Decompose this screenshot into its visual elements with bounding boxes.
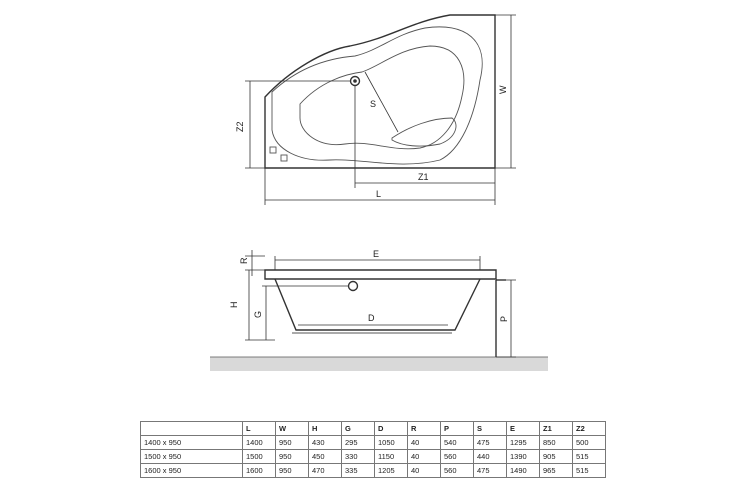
control-square-1 (270, 147, 276, 153)
model-cell: 1600 x 950 (141, 464, 243, 478)
header-cell: W (276, 422, 309, 436)
bath-outer-outline (265, 15, 495, 168)
value-cell: 1295 (507, 436, 540, 450)
value-cell: 470 (309, 464, 342, 478)
side-view (210, 249, 548, 371)
header-cell: H (309, 422, 342, 436)
value-cell: 295 (342, 436, 375, 450)
z1-label: Z1 (418, 172, 429, 182)
drain-inner (353, 79, 357, 83)
value-cell: 540 (441, 436, 474, 450)
header-cell: L (243, 422, 276, 436)
value-cell: 330 (342, 450, 375, 464)
bath-rim-profile (265, 270, 496, 279)
header-cell: E (507, 422, 540, 436)
bath-body-profile (275, 279, 480, 330)
value-cell: 335 (342, 464, 375, 478)
value-cell: 515 (573, 450, 606, 464)
value-cell: 500 (573, 436, 606, 450)
s-label: S (370, 99, 377, 109)
g-label: G (253, 310, 263, 318)
dimension-table (140, 421, 606, 478)
h-label: H (229, 301, 239, 308)
z2-label: Z2 (235, 121, 245, 132)
value-cell: 1150 (375, 450, 408, 464)
header-cell: Z2 (573, 422, 606, 436)
header-cell: D (375, 422, 408, 436)
top-view (235, 15, 516, 205)
header-cell: G (342, 422, 375, 436)
value-cell: 440 (474, 450, 507, 464)
value-cell: 1500 (243, 450, 276, 464)
value-cell: 950 (276, 436, 309, 450)
header-cell (141, 422, 243, 436)
value-cell: 1600 (243, 464, 276, 478)
model-cell: 1500 x 950 (141, 450, 243, 464)
value-cell: 965 (540, 464, 573, 478)
value-cell: 905 (540, 450, 573, 464)
table-header-row (141, 422, 606, 436)
value-cell: 560 (441, 464, 474, 478)
value-cell: 40 (408, 436, 441, 450)
table-row (141, 436, 606, 450)
value-cell: 1390 (507, 450, 540, 464)
value-cell: 450 (309, 450, 342, 464)
value-cell: 1400 (243, 436, 276, 450)
value-cell: 950 (276, 450, 309, 464)
p-label: P (499, 315, 509, 322)
table-row (141, 450, 606, 464)
value-cell: 950 (276, 464, 309, 478)
value-cell: 475 (474, 464, 507, 478)
d-label: D (368, 313, 375, 323)
value-cell: 1205 (375, 464, 408, 478)
value-cell: 1050 (375, 436, 408, 450)
control-square-2 (281, 155, 287, 161)
value-cell: 475 (474, 436, 507, 450)
value-cell: 40 (408, 464, 441, 478)
value-cell: 430 (309, 436, 342, 450)
table-row (141, 464, 606, 478)
value-cell: 850 (540, 436, 573, 450)
header-cell: Z1 (540, 422, 573, 436)
header-cell: S (474, 422, 507, 436)
header-cell: P (441, 422, 474, 436)
floor (210, 357, 548, 371)
bath-rim-outline (272, 27, 482, 164)
l-label: L (376, 189, 382, 199)
r-label: R (239, 257, 249, 264)
value-cell: 40 (408, 450, 441, 464)
overflow-circle (349, 282, 358, 291)
w-label: W (498, 85, 508, 94)
value-cell: 1490 (507, 464, 540, 478)
model-cell: 1400 x 950 (141, 436, 243, 450)
value-cell: 515 (573, 464, 606, 478)
header-cell: R (408, 422, 441, 436)
e-label: E (373, 249, 380, 259)
value-cell: 560 (441, 450, 474, 464)
